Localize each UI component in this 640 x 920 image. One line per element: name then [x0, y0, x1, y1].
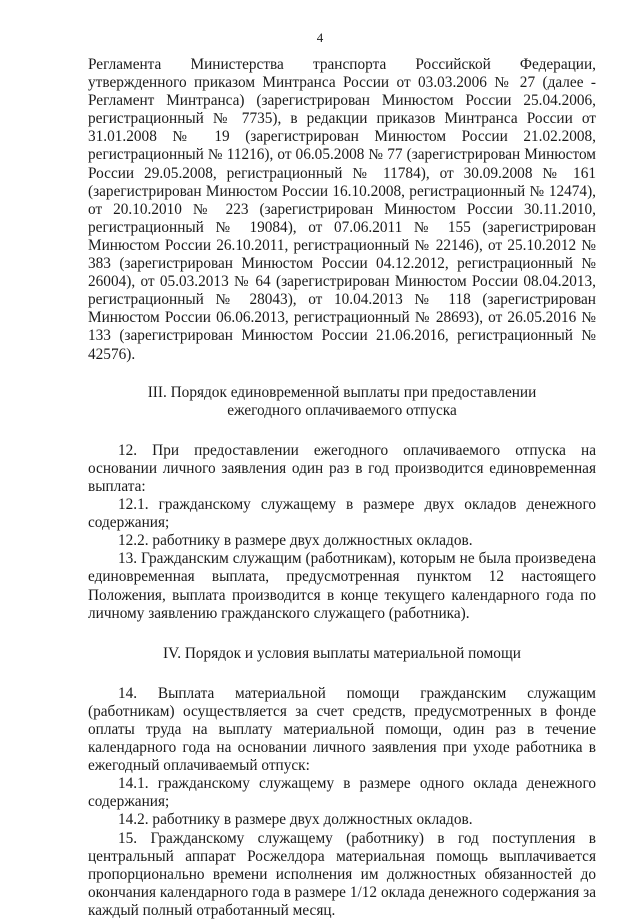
section-heading-3	[88, 384, 596, 420]
paragraph-15: 15. Гражданскому служащему (работнику) в год поступления в центральный аппарат Росжелдора материальная помощь выплачивается пропорционально времени исполнения им должностных обязанностей до окончания календарного года в размере 1/12 оклада денежного содержания за каждый полный отработанный месяц.	[88, 829, 596, 919]
paragraph-13: 13. Гражданским служащим (работникам), которым не была произведена единовременная выплата, предусмотренная пунктом 12 настоящего Положения, выплата производится в конце текущего календарного года по личному заявлению гражданского служащего (работника).	[88, 550, 596, 622]
paragraph-12-1: 12.1. гражданскому служащему в размере двух окладов денежного содержания;	[88, 496, 596, 532]
page-number: 4	[316, 30, 324, 45]
section-heading-3-line-1: III. Порядок единовременной выплаты при предоставлении	[147, 383, 537, 401]
paragraph-14-1: 14.1. гражданскому служащему в размере одного оклада денежного содержания;	[88, 775, 596, 811]
document-body	[88, 56, 596, 920]
section-heading-3-line-2: ежегодного оплачиваемого отпуска	[227, 401, 457, 419]
paragraph-14-2: 14.2. работнику в размере двух должностных окладов.	[118, 811, 473, 829]
paragraph-14: 14. Выплата материальной помощи гражданским служащим (работникам) осуществляется за счет средств, предусмотренных в фонде оплаты труда на выплату материальной помощи, один раз в течение календарного года на основании личного заявления при уходе работника в ежегодный оплачиваемый отпуск:	[88, 684, 596, 775]
section-heading-4: IV. Порядок и условия выплаты материальной помощи	[163, 644, 521, 662]
paragraph-12-2: 12.2. работнику в размере двух должностных окладов.	[118, 532, 473, 550]
paragraph-12: 12. При предоставлении ежегодного оплачиваемого отпуска на основании личного заявления один раз в год производится единовременная выплата:	[88, 441, 596, 495]
paragraph-regulation-references: Регламента Министерства транспорта Российской Федерации, утвержденного приказом Минтранса России от 03.03.2006 № 27 (далее - Регламент Минтранса) (зарегистрирован Минюстом России 25.04.2006, регистрационный № 7735), в редакции приказов Минтранса России от 31.01.2008 № 19 (зарегистрирован Минюстом России 21.02.2008, регистрационный № 11216), от 06.05.2008 № 77 (зарегистрирован Минюстом России 29.05.2008, регистрационный № 11784), от 30.09.2008 № 161 (зарегистрирован Минюстом России 16.10.2008, регистрационный № 12474), от 20.10.2010 № 223 (зарегистрирован Минюстом России 30.11.2010, регистрационный № 19084), от 07.06.2011 № 155 (зарегистрирован Минюстом России 26.10.2011, регистрационный № 22146), от 25.10.2012 № 383 (зарегистрирован Минюстом России 04.12.2012, регистрационный № 26004), от 05.03.2013 № 64 (зарегистрирован Минюстом России 08.04.2013, регистрационный № 28043), от 10.04.2013 № 118 (зарегистрирован Минюстом России 06.06.2013, регистрационный № 28693), от 26.05.2016 № 133 (зарегистрирован Минюстом России 21.06.2016, регистрационный № 42576).	[88, 56, 596, 363]
